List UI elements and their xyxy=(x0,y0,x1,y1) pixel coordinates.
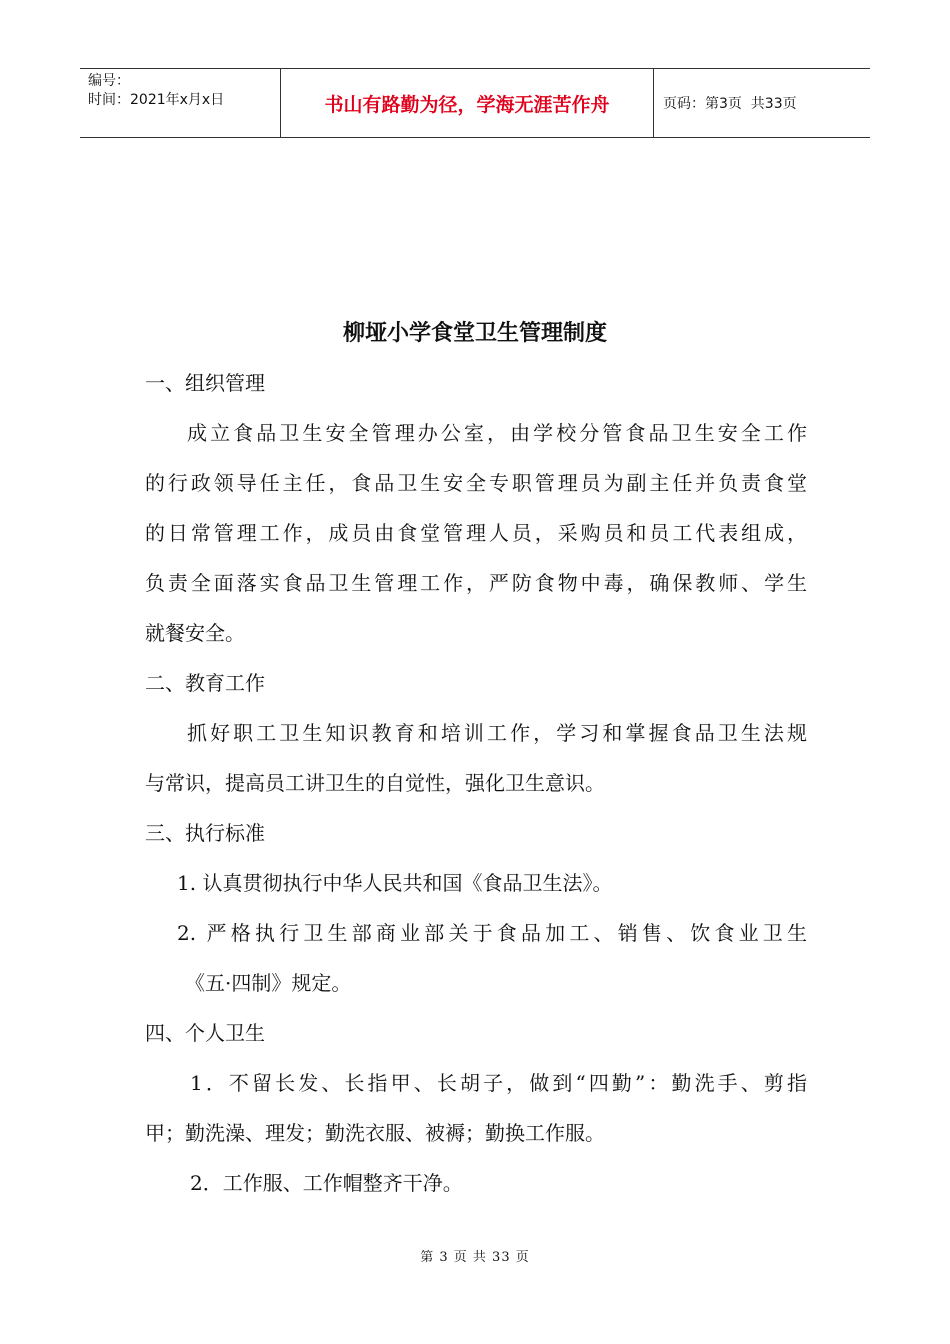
document-title: 柳垭小学食堂卫生管理制度 xyxy=(342,321,607,346)
paragraph-line: 与常识，提高员工讲卫生的自觉性，强化卫生意识。 xyxy=(145,771,605,795)
section-heading: 二、教育工作 xyxy=(145,671,265,695)
section-heading: 四、个人卫生 xyxy=(145,1021,265,1045)
list-item: 1. 认真贯彻执行中华人民共和国《食品卫生法》。 xyxy=(177,871,613,895)
document-header xyxy=(80,68,870,138)
section-heading: 一、组织管理 xyxy=(145,371,265,395)
document-body xyxy=(145,358,807,1208)
paragraph-line: 负责全面落实食品卫生管理工作，严防食物中毒，确保教师、学生 xyxy=(145,571,807,595)
list-item: 2．工作服、工作帽整齐干净。 xyxy=(190,1171,463,1195)
list-item-continuation: 《五·四制》规定。 xyxy=(185,971,352,995)
paragraph-line: 就餐安全。 xyxy=(145,621,245,645)
page-info: 页码：第3页 共33页 xyxy=(663,96,797,112)
list-item-continuation: 甲；勤洗澡、理发；勤洗衣服、被褥；勤换工作服。 xyxy=(145,1121,605,1145)
list-item: 2. 严格执行卫生部商业部关于食品加工、销售、饮食业卫生 xyxy=(177,921,807,945)
paragraph-line: 的行政领导任主任，食品卫生安全专职管理员为副主任并负责食堂 xyxy=(145,471,807,495)
section-heading: 三、执行标准 xyxy=(145,821,265,845)
paragraph-line: 的日常管理工作，成员由食堂管理人员，采购员和员工代表组成， xyxy=(145,521,807,545)
number-label: 编号： xyxy=(88,73,130,89)
header-left-cell xyxy=(80,69,281,137)
header-motto-cell xyxy=(281,69,654,137)
paragraph-line: 成立食品卫生安全管理办公室，由学校分管食品卫生安全工作 xyxy=(187,421,807,445)
time-label: 时间：2021年x月x日 xyxy=(88,92,225,108)
motto-text: 书山有路勤为径，学海无涯苦作舟 xyxy=(324,93,610,116)
paragraph-line: 抓好职工卫生知识教育和培训工作，学习和掌握食品卫生法规 xyxy=(187,721,807,745)
header-page-cell xyxy=(654,69,870,137)
list-item: 1．不留长发、长指甲、长胡子，做到“四勤”：勤洗手、剪指 xyxy=(190,1071,807,1095)
page-footer xyxy=(0,1246,950,1265)
footer-page-number: 第 3 页 共 33 页 xyxy=(420,1250,530,1265)
